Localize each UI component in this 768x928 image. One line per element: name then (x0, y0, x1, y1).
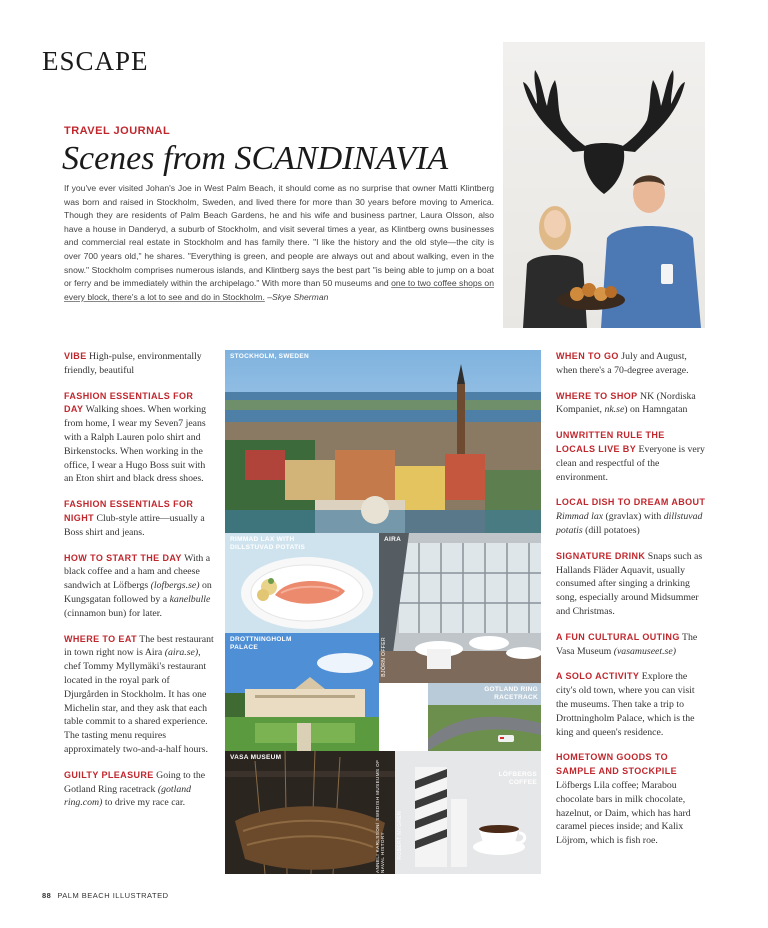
caption-lofbergs: LÖFBERGS COFFEE (498, 771, 537, 786)
goods-text: Löfbergs Lila coffee; Marabou chocolate bars in milk chocolate, hazelnut, or Daim, which has hard caramel pieces inside; and Kalix Löjrom, which is fish roe. (556, 779, 691, 847)
solo-text: Explore the city's old town, where you can visit the museums. Then take a trip to Drottningholm Palace, which is the king and queen's residence. (556, 671, 695, 738)
goods-entry (556, 751, 706, 848)
photo-aira (379, 533, 541, 683)
intro-underlined: one to two coffee shops on every block, there's a lot to see and do in Stockholm. (64, 278, 494, 302)
fun-heading: A FUN CULTURAL OUTING (556, 631, 680, 642)
start-term: kanelbulle (169, 593, 211, 605)
shop-link: nk.se (604, 404, 625, 416)
night-entry (64, 498, 214, 539)
dish-term-a: Rimmad lax (556, 511, 604, 523)
hero-illustration (503, 42, 705, 328)
solo-heading: A SOLO ACTIVITY (556, 671, 640, 682)
start-heading: HOW TO START THE DAY (64, 552, 182, 563)
rule-text: Everyone is very clean and respectful of the environment. (556, 443, 705, 483)
eat-text-c: , chef Tommy Myllymäki's restaurant located in the royal park of Djurgården in Stockholm. It has one Michelin star, and they ask that each table commit to a shared experience. The tasting menu requires approximately two-and-a-half hours. (64, 647, 208, 755)
left-column (64, 350, 214, 822)
eat-entry (64, 633, 214, 757)
hero-photo (503, 42, 705, 328)
intro-body: If you've ever visited Johan's Joe in West Palm Beach, it should come as no surprise that owner Matti Klintberg was born and raised in Stockholm, Sweden, and lived there for more than 30 years before moving to America. Though they are residents of Palm Beach Gardens, he and his wife and business partner, Laura Olsson, also have a house in Danderyd, a suburb of Stockholm, and visit several times a year, as Klintberg owns businesses and commercial real estate in Stockholm and has family there. "I like the history and the old style—the city is over 700 years old," he shares. "Everything is green, and people are always out and about walking, even in the snow." Stockholm comprises numerous islands, and Klintberg says the best part "is being able to jump on a boat or ferry and be immediately within the archipelago." With more than 50 museums and (64, 183, 494, 289)
photo-vasa-museum (225, 751, 395, 874)
eat-text-a: The best restaurant in town right now is Aira (64, 633, 214, 659)
page-footer (42, 891, 169, 900)
coffee-cup (661, 264, 673, 284)
vibe-heading: VIBE (64, 351, 87, 361)
start-link: (lofbergs.se) (150, 580, 200, 592)
byline: –Skye Sherman (264, 291, 329, 302)
photo-gotland-ring (428, 683, 541, 751)
aira-illustration (379, 533, 541, 683)
fun-link: (vasamuseet.se) (613, 645, 676, 657)
photo-drottningholm (225, 633, 379, 751)
guilty-link: (gotland ring.com) (64, 783, 192, 809)
dish-text-d: (dill potatoes) (582, 524, 640, 536)
goods-heading: HOMETOWN GOODS TO SAMPLE AND STOCKPILE (556, 752, 678, 777)
night-heading: FASHION ESSENTIALS FOR NIGHT (64, 499, 194, 523)
stockholm-illustration (225, 350, 541, 533)
rule-heading: UNWRITTEN RULE THE LOCALS LIVE BY (556, 430, 665, 454)
vibe-text: High-pulse, environmentally friendly, beautiful (64, 351, 202, 376)
fun-text-a: The Vasa Museum (556, 631, 698, 657)
caption-rimmad-lax: RIMMAD LAX WITH DILLSTUVAD POTATIS (230, 536, 306, 551)
dish-term-c: dillstuvad potatis (556, 511, 703, 536)
publication-name: PALM BEACH ILLUSTRATED (57, 891, 169, 900)
shop-entry (556, 390, 706, 418)
day-entry (64, 390, 214, 487)
start-text-e: (cinnamon bun) for later. (64, 607, 162, 619)
man-shirt (601, 226, 701, 328)
dish-entry (556, 496, 706, 537)
headline: Scenes from SCANDINAVIA (62, 140, 449, 177)
guilty-entry (64, 769, 214, 810)
coffee-illustration (395, 751, 541, 874)
page-number: 88 (42, 891, 52, 900)
vasa-illustration (225, 751, 395, 874)
eat-heading: WHERE TO EAT (64, 633, 137, 644)
start-text-a: With a black coffee and a ham and cheese sandwich at Löfbergs (64, 552, 211, 592)
photo-stockholm (225, 350, 541, 533)
eat-link: (aira.se) (164, 647, 199, 659)
caption-stockholm: STOCKHOLM, SWEDEN (230, 353, 310, 360)
drink-heading: SIGNATURE DRINK (556, 550, 646, 561)
go-text: July and August, when there's a 70-degree average. (556, 351, 689, 376)
guilty-text-a: Going to the Gotland Ring racetrack (64, 769, 206, 795)
credit-robert: ROBERT NYGREN (397, 811, 403, 860)
shop-heading: WHERE TO SHOP (556, 390, 638, 401)
go-heading: WHEN TO GO (556, 351, 619, 361)
woman-face (544, 210, 566, 238)
drink-entry (556, 550, 706, 619)
kicker: TRAVEL JOURNAL (64, 125, 171, 137)
photo-rimmad-lax (225, 533, 379, 633)
caption-drottningholm: DROTTNINGHOLM PALACE (230, 636, 292, 651)
solo-entry (556, 670, 706, 739)
dish-text-b: (gravlax) with (603, 511, 664, 523)
go-entry (556, 350, 706, 378)
shop-text-c: ) on Hamngatan (624, 404, 688, 416)
day-text: Walking shoes. When working from home, I wear my Seven7 jeans with a Ralph Lauren polo shirt and Birkenstocks. When working in the office, I wear a Hugo Boss suit with an Eton shirt and black dress shoes. (64, 404, 207, 485)
credit-vasa: ANNELI KARLSSON/ SWEDISH MUSEUMS OF NAVAL HISTORY (375, 759, 385, 873)
drink-text: Snaps such as Hallands Fläder Aquavit, usually consumed after singing a drinking song, especially around Midsummer and Christmas. (556, 550, 703, 617)
rule-entry (556, 429, 706, 484)
caption-aira: AIRA (384, 536, 402, 543)
photo-lofbergs (395, 751, 541, 874)
day-heading: FASHION ESSENTIALS FOR DAY (64, 390, 194, 415)
guilty-text-c: to drive my race car. (102, 797, 186, 809)
antler-decor (523, 70, 685, 194)
caption-vasa: VASA MUSEUM (230, 754, 282, 761)
credit-bjorn: BJÖRN OFFER (381, 637, 387, 677)
intro-paragraph (64, 182, 494, 304)
vibe-entry (64, 350, 214, 378)
shop-text-a: NK (Nordiska Kompaniet, (556, 390, 696, 416)
fun-entry (556, 631, 706, 659)
dish-heading: LOCAL DISH TO DREAM ABOUT (556, 497, 706, 508)
right-column (556, 350, 706, 860)
start-text-c: on Kungsgatan followed by a (64, 580, 212, 605)
caption-gotland: GOTLAND RING RACETRACK (484, 686, 538, 701)
start-entry (64, 552, 214, 621)
night-text: Club-style attire—usually a Boss shirt and jeans. (64, 512, 205, 538)
guilty-heading: GUILTY PLEASURE (64, 769, 154, 780)
section-title: ESCAPE (42, 46, 149, 76)
